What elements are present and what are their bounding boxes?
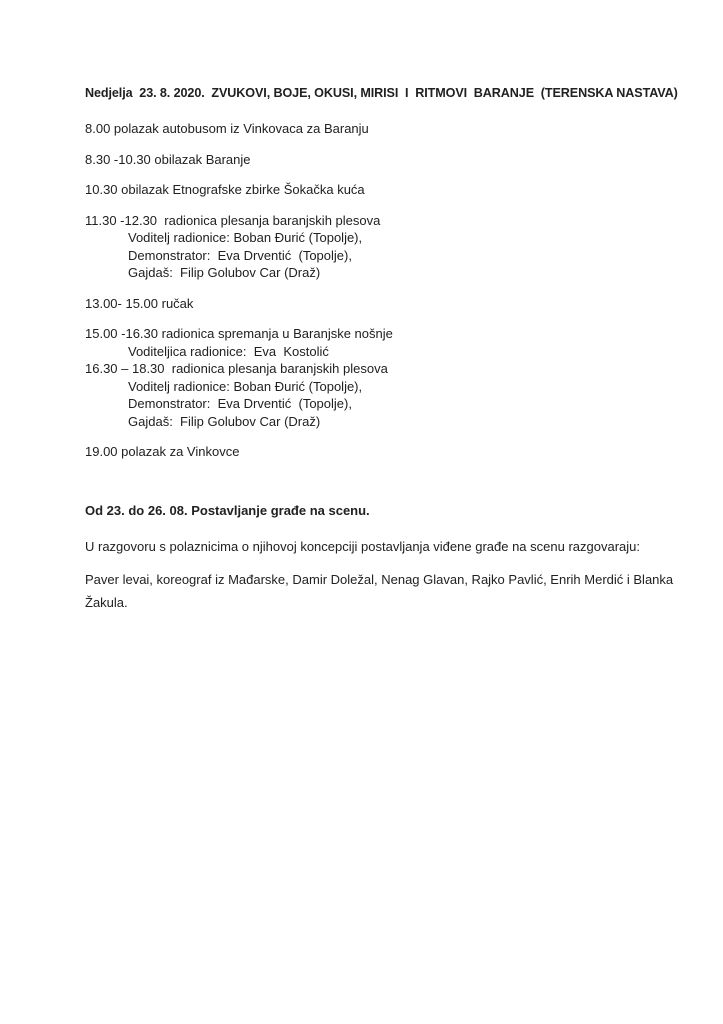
document-title: Nedjelja 23. 8. 2020. ZVUKOVI, BOJE, OKUSI, MIRISI I RITMOVI BARANJE (TERENSKA NASTAVA) <box>85 86 678 100</box>
schedule-line: Demonstrator: Eva Drventić (Topolje), <box>128 247 352 263</box>
schedule-line: 10.30 obilazak Etnografske zbirke Šokačka kuća <box>85 182 365 197</box>
schedule-line: 8.00 polazak autobusom iz Vinkovaca za Baranju <box>85 121 369 136</box>
staging-paragraph: U razgovoru s polaznicima o njihovoj koncepciji postavljanja viđene građe na scenu razgovaraju: <box>85 538 640 554</box>
schedule-line: Voditelj radionice: Boban Đurić (Topolje), <box>128 378 363 394</box>
schedule-line: 8.30 -10.30 obilazak Baranje <box>85 151 251 167</box>
staging-section <box>85 502 685 614</box>
staging-paragraph: Paver levai, koreograf iz Mađarske, Damir Doležal, Nenag Glavan, Rajko Pavlić, Enrih Merdić i Blanka Žakula. <box>85 571 677 610</box>
schedule-line: Gajdaš: Filip Golubov Car (Draž) <box>128 413 321 429</box>
schedule-block <box>85 325 685 430</box>
schedule-line: Voditelj radionice: Boban Đurić (Topolje), <box>128 230 363 245</box>
schedule-line: 15.00 -16.30 radionica spremanja u Baranjske nošnje <box>85 326 393 341</box>
schedule-line: Gajdaš: Filip Golubov Car (Draž) <box>128 265 321 280</box>
schedule-line: Voditeljica radionice: Eva Kostolić <box>128 343 329 359</box>
schedule-block <box>85 212 685 282</box>
schedule-block <box>85 443 685 461</box>
schedule-line: 19.00 polazak za Vinkovce <box>85 444 240 459</box>
staging-heading: Od 23. do 26. 08. Postavljanje građe na scenu. <box>85 502 370 518</box>
schedule-line: 16.30 – 18.30 radionica plesanja baranjskih plesova <box>85 361 388 376</box>
schedule-line: 11.30 -12.30 radionica plesanja baranjskih plesova <box>85 212 381 228</box>
document-content <box>85 84 685 624</box>
schedule <box>85 120 685 461</box>
staging-paragraphs <box>85 535 685 614</box>
schedule-block <box>85 295 685 313</box>
schedule-line: Demonstrator: Eva Drventić (Topolje), <box>128 396 352 411</box>
schedule-line: 13.00- 15.00 ručak <box>85 295 194 311</box>
schedule-block <box>85 181 685 199</box>
schedule-block <box>85 120 685 138</box>
schedule-block <box>85 151 685 169</box>
